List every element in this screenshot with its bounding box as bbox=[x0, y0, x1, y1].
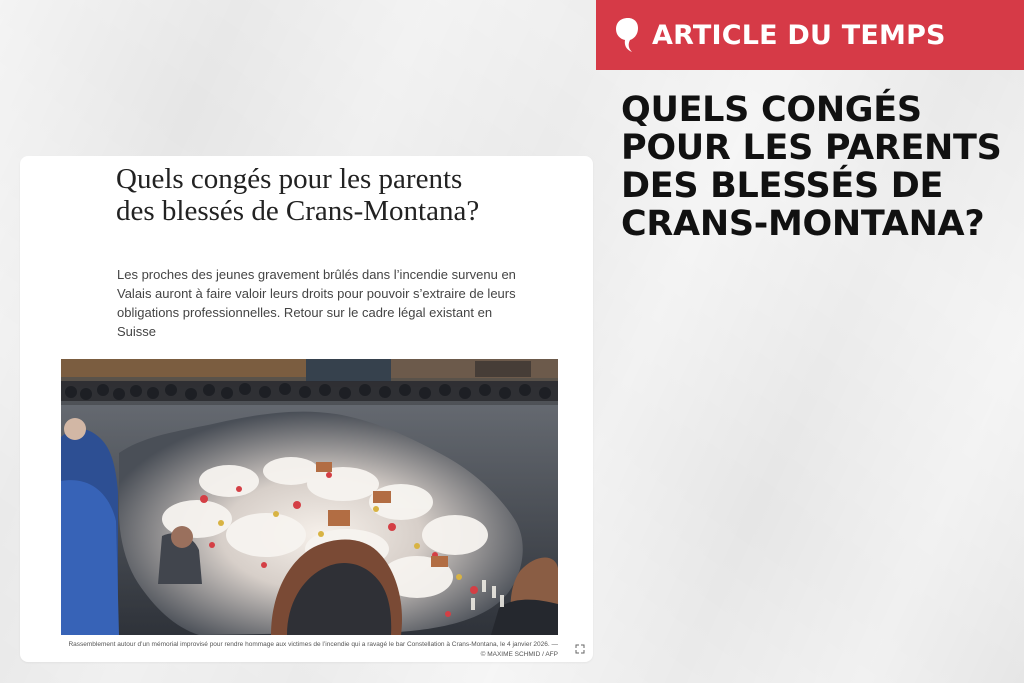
banner-label: ARTICLE DU TEMPS bbox=[652, 19, 946, 51]
headline: QUELS CONGÉS POUR LES PARENTS DES BLESSÉS DE CRANS-MONTANA? bbox=[621, 90, 1002, 244]
article-du-temps-banner bbox=[596, 0, 1024, 70]
expand-icon[interactable] bbox=[575, 644, 585, 654]
article-title[interactable]: Quels congés pour les parents des blessés de Crans-Montana? bbox=[116, 163, 480, 227]
article-lede: Les proches des jeunes gravement brûlés dans l’incendie survenu en Valais auront à faire valoir leurs droits pour pouvoir s’extraire de leurs obligations professionnelles. Retour sur le cadre légal existant en Suisse bbox=[117, 267, 516, 339]
article-photo[interactable] bbox=[61, 359, 558, 635]
memorial-photo bbox=[61, 359, 558, 635]
image-caption: Rassemblement autour d’un mémorial improvisé pour rendre hommage aux victimes de l’incendie qui a ravagé le bar Constellation à Crans-Montana, le 4 janvier 2026. — © MAXIME SCHMID / AFP bbox=[68, 641, 558, 658]
quote-mark-icon bbox=[614, 16, 640, 54]
article-card[interactable] bbox=[20, 156, 593, 662]
